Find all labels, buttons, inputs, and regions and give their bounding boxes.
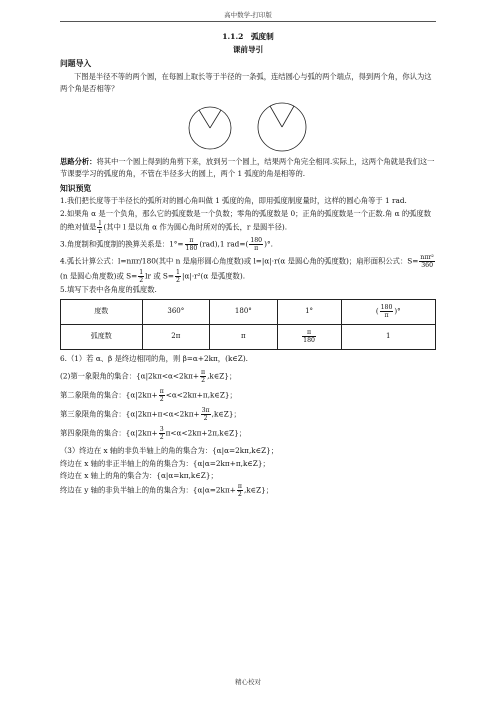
s3-text-a: 第二象限角的集合：{α|2kπ+ xyxy=(60,390,158,400)
set-line-3 xyxy=(60,388,436,403)
set-line-1: 6.（1）若 α、β 是终边相同的角，则 β=α+2kπ，(k∈Z). xyxy=(60,353,249,363)
fraction-denominator: 360 xyxy=(421,262,434,269)
analysis-paragraph xyxy=(60,156,436,181)
s9-text-b: ,k∈Z}； xyxy=(243,485,274,494)
s2-text-b: ,k∈Z}； xyxy=(207,371,237,381)
s3-text-b: <α<2kπ+π,k∈Z}； xyxy=(165,390,237,400)
set-line-5 xyxy=(60,426,436,441)
table-cell xyxy=(341,299,435,324)
table-row xyxy=(61,299,436,324)
document-body xyxy=(60,27,436,502)
pi-over-2-fraction xyxy=(159,388,165,403)
lesson-subtitle: 课前导引 xyxy=(232,44,264,54)
fraction-denominator: π xyxy=(254,245,259,252)
circles-diagram xyxy=(180,102,320,152)
table-row xyxy=(61,324,436,349)
fraction-numerator: l xyxy=(98,220,101,227)
180-over-pi-fraction xyxy=(380,304,394,319)
intro-heading: 问题导入 xyxy=(60,59,92,68)
p3-text-a: 3.角度制和弧度制的换算关系是：1°= xyxy=(60,239,184,249)
knowledge-p2 xyxy=(60,208,436,236)
page-footer: 精心校对 xyxy=(235,678,261,686)
two-circles-figure xyxy=(60,102,436,152)
s4-text-b: ,k∈Z}； xyxy=(211,409,241,419)
s9-text-a: 终边在 y 轴的非负半轴上的角的集合为：{α|α=2kπ+ xyxy=(60,485,236,494)
page-header: 高中数学-打印版 xyxy=(224,11,272,19)
fraction-numerator: π xyxy=(159,388,164,395)
table-cell: 2π xyxy=(142,324,210,349)
paren-open: ( xyxy=(375,307,379,316)
knowledge-heading: 知识预览 xyxy=(60,183,92,193)
set-line-6: （3）终边在 x 轴的非负半轴上的角的集合为：{α|α=2kπ,k∈Z}； xyxy=(60,446,279,455)
pi-over-180-fraction xyxy=(302,329,316,344)
knowledge-p5: 5.填写下表中各角度的弧度数. xyxy=(60,285,157,294)
header-rule xyxy=(60,21,436,22)
fraction-denominator: 2 xyxy=(139,277,144,284)
table-cell: π xyxy=(210,324,278,349)
s5-text-b: π<α<2kπ+2π,k∈Z}； xyxy=(165,428,247,438)
half-fraction xyxy=(175,269,181,284)
p4-text-c: lr 或 S= xyxy=(145,271,175,281)
set-line-7: 终边在 x 轴的非正半轴上的角的集合为：{α|α=2kπ+π,k∈Z}； xyxy=(60,458,270,468)
paren-close-degree: )° xyxy=(394,307,401,316)
fraction-denominator: 2 xyxy=(203,415,208,422)
fraction-numerator: 1 xyxy=(139,269,144,276)
table-cell: 180° xyxy=(210,299,278,324)
fraction-denominator: π xyxy=(384,312,389,319)
knowledge-p1: 1.我们把长度等于半径长的弧所对的圆心角叫做 1 弧度的角，即用弧度制度量时，这样的圆心角等于 1 rad. xyxy=(60,196,407,205)
fraction-denominator: 2 xyxy=(159,396,164,403)
large-radius-left xyxy=(270,106,282,127)
180-over-pi-fraction xyxy=(249,237,263,252)
table-cell: 弧度数 xyxy=(61,324,143,349)
fraction-numerator: π xyxy=(185,237,199,245)
fraction-denominator: 2 xyxy=(159,434,164,441)
fraction-numerator: 3π xyxy=(201,407,210,414)
p2-text-a: 2.如果角 α 是一个负角，那么它的弧度数是一个负数；零角的弧度数是 0；正角的弧度数是一个正数.角 α 的弧度数的绝对值是 xyxy=(60,208,432,232)
table-cell xyxy=(277,324,341,349)
pi-over-180-fraction xyxy=(185,237,199,252)
half-fraction xyxy=(138,269,144,284)
s2-text-a: (2)第一象限角的集合：{α|2kπ<α<2kπ+ xyxy=(60,371,200,381)
p3-text-c: )°. xyxy=(264,239,273,249)
p3-text-b: (rad),1 rad=( xyxy=(199,239,249,249)
p4-text-d: |α|·r²(α 是弧度数). xyxy=(181,271,246,281)
fraction-denominator: r xyxy=(98,228,102,235)
analysis-text: 将其中一个圆上得到的角剪下来，放到另一个圆上，结果两个角完全相同.实际上，这两个角就是我们这一节课要学习的弧度的角，不管在半径多大的圆上，两个 1 弧度的角是相等的. xyxy=(60,156,435,178)
angle-sets xyxy=(60,353,436,498)
table-cell: 1 xyxy=(341,324,435,349)
large-radius-right xyxy=(282,106,294,127)
knowledge-p4 xyxy=(60,254,436,284)
s5-text-a: 第四象限角的集合：{α|2kπ+ xyxy=(60,428,158,438)
set-line-4 xyxy=(60,407,436,422)
sector-area-fraction xyxy=(419,254,435,269)
set-line-2 xyxy=(60,369,436,384)
set-line-8: 终边在 x 轴上的角的集合为：{α|α=kπ,k∈Z}； xyxy=(60,471,218,480)
3-over-2-fraction xyxy=(159,426,165,441)
knowledge-p3 xyxy=(60,237,436,252)
l-over-r-fraction xyxy=(97,220,102,235)
fraction-numerator: 1 xyxy=(176,269,180,276)
intro-text: 下图是半径不等的两个圆，在每圆上取长等于半径的一条弧，连结圆心与弧的两个端点，得到两个角，你认为这两个角是否相等？ xyxy=(60,71,432,93)
fraction-numerator: nπr² xyxy=(420,254,434,261)
small-radius-right xyxy=(210,110,221,128)
fraction-numerator: π xyxy=(201,369,206,376)
pi-over-2-fraction xyxy=(237,483,243,498)
fraction-numerator: 180 xyxy=(380,304,393,311)
lesson-title: 1.1.2 弧度制 xyxy=(222,32,274,41)
set-line-9 xyxy=(60,483,436,498)
p2-text-b: (其中 l 是以角 α 作为圆心角时所对的弧长，r 是圆半径). xyxy=(103,222,288,232)
fraction-denominator: 180 xyxy=(303,337,315,344)
table-cell: 度数 xyxy=(61,299,143,324)
analysis-heading: 思路分析： xyxy=(60,156,97,166)
table-cell: 1° xyxy=(277,299,341,324)
fraction-denominator: 180 xyxy=(185,245,198,252)
table-cell: 360° xyxy=(142,299,210,324)
fraction-denominator: 2 xyxy=(237,490,242,498)
p4-text-a: 4.弧长计算公式：l=nπr/180(其中 n 是扇形圆心角度数)或 l=|α|·r(α 是圆心角的弧度数)；扇形面积公式：S= xyxy=(60,256,419,266)
fraction-numerator: 3 xyxy=(159,426,164,433)
s4-text-a: 第三象限角的集合：{α|2kπ+π<α<2kπ+ xyxy=(60,409,200,419)
small-radius-left xyxy=(199,110,210,128)
fraction-denominator: 2 xyxy=(201,377,206,384)
fraction-numerator: 180 xyxy=(250,237,263,244)
p4-text-b: (n 是圆心角度数)或 S= xyxy=(60,271,138,281)
3pi-over-2-fraction xyxy=(201,407,211,422)
fraction-numerator: π xyxy=(302,329,316,337)
pi-over-2-fraction xyxy=(200,369,206,384)
fraction-denominator: 2 xyxy=(176,277,180,284)
degree-radian-table xyxy=(60,299,436,350)
fraction-numerator: π xyxy=(237,482,242,490)
